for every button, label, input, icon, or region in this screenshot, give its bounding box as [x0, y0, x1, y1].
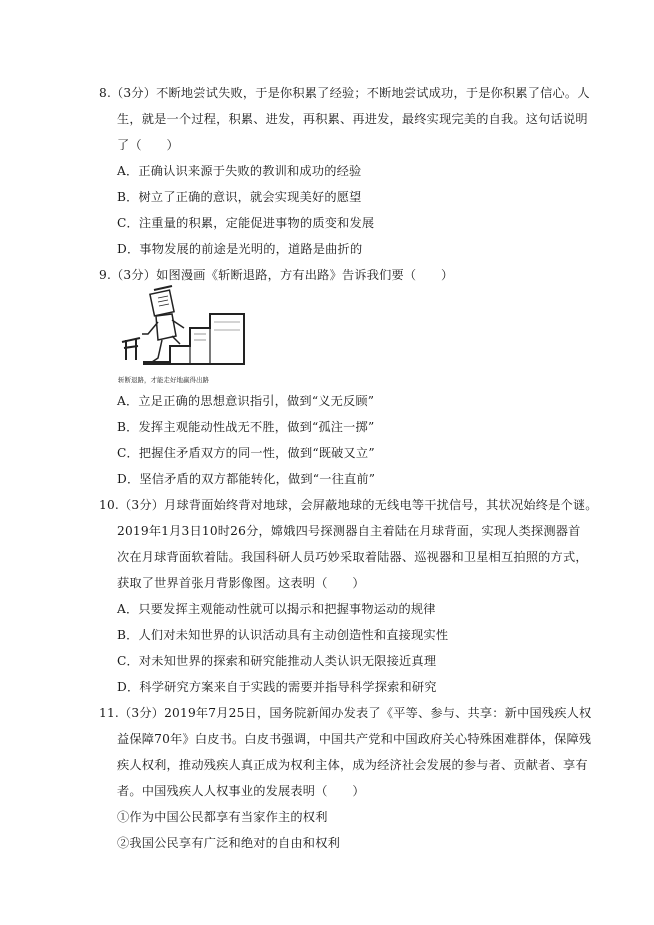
q9-option-c: C．把握住矛盾双方的同一性，做到“既破又立”	[117, 446, 375, 460]
q8-line-2: 生，就是一个过程，积累、进发，再积累、再进发，最终实现完美的自我。这句话说明	[117, 112, 588, 126]
q10-line-1: 10.（3分）月球背面始终背对地球，会屏蔽地球的无线电等干扰信号，其状况始终是个谜。	[99, 498, 598, 512]
cartoon-caption: 斩断退路，才能走好地赢得出路	[118, 376, 209, 384]
q10-line-2: 2019年1月3日10时26分，嫦娥四号探测器自主着陆在月球背面，实现人类探测器首	[117, 524, 581, 538]
q8-option-d: D．事物发展的前途是光明的，道路是曲折的	[117, 242, 363, 256]
q8-option-b: B．树立了正确的意识，就会实现美好的愿望	[117, 190, 362, 204]
q10-line-4: 获取了世界首张月背影像图。这表明（ ）	[117, 576, 365, 590]
q9-option-b: B．发挥主观能动性战无不胜，做到“孤注一掷”	[117, 420, 375, 434]
cartoon-image	[114, 284, 248, 388]
q8-line-3: 了（ ）	[117, 138, 179, 152]
q10-option-a: A．只要发挥主观能动性就可以揭示和把握事物运动的规律	[117, 602, 436, 616]
q11-option-1: ①作为中国公民都享有当家作主的权利	[117, 810, 328, 824]
q8-option-a: A．正确认识来源于失败的教训和成功的经验	[117, 164, 362, 178]
q11-option-2: ②我国公民享有广泛和绝对的自由和权利	[117, 836, 340, 850]
q8-line-1: 8.（3分）不断地尝试失败，于是你积累了经验；不断地尝试成功，于是你积累了信心。人	[99, 86, 590, 100]
q9-option-d: D．坚信矛盾的双方都能转化，做到“一往直前”	[117, 472, 376, 486]
q11-line-1: 11.（3分）2019年7月25日，国务院新闻办发表了《平等、参与、共享：新中国残疾人权	[99, 706, 592, 720]
q10-option-d: D．科学研究方案来自于实践的需要并指导科学探索和研究	[117, 680, 437, 694]
q11-line-2: 益保障70年》白皮书。白皮书强调，中国共产党和中国政府关心特殊困难群体，保障残	[117, 732, 592, 746]
q10-line-3: 次在月球背面软着陆。我国科研人员巧妙采取着陆器、巡视器和卫星相互拍照的方式，	[117, 550, 588, 564]
q11-line-3: 疾人权利，推动残疾人真正成为权利主体，成为经济社会发展的参与者、贡献者、享有	[117, 758, 588, 772]
q9-option-a: A．立足正确的思想意识指引，做到“义无反顾”	[117, 394, 375, 408]
q8-option-c: C．注重量的积累，定能促进事物的质变和发展	[117, 216, 375, 230]
q11-line-4: 者。中国残疾人人权事业的发展表明（ ）	[117, 784, 365, 798]
q9-line-1: 9.（3分）如图漫画《斩断退路，方有出路》告诉我们要（ ）	[99, 268, 454, 282]
q10-option-b: B．人们对未知世界的认识活动具有主动创造性和直接现实性	[117, 628, 449, 642]
q10-option-c: C．对未知世界的探索和研究能推动人类认识无限接近真理	[117, 654, 437, 668]
